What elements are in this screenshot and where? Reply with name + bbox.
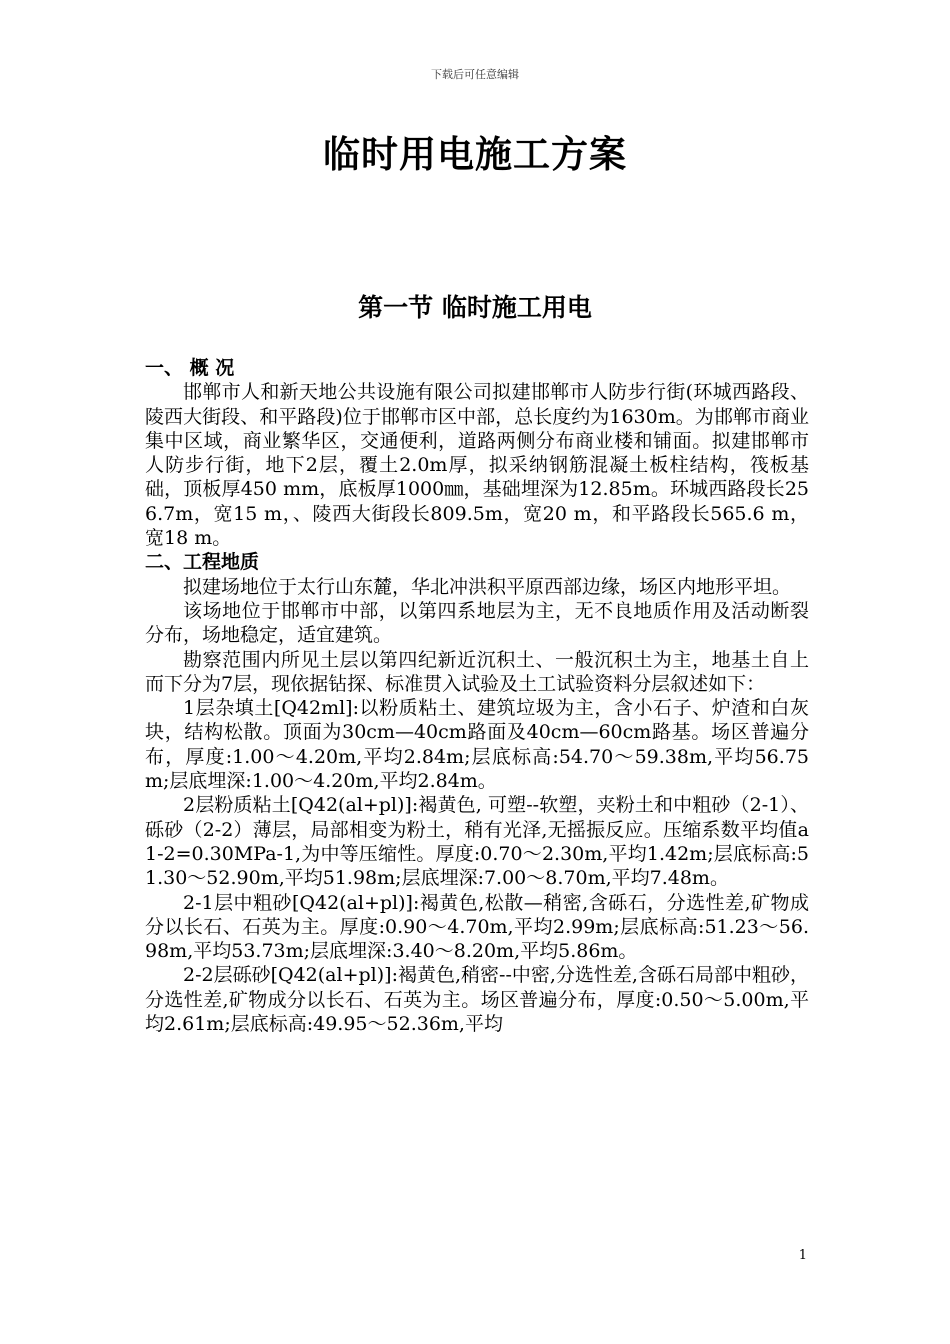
paragraph: 1层杂填土[Q42ml]:以粉质粘土、建筑垃圾为主，含小石子、炉渣和白灰块，结构松散。顶面为30cm—40cm路面及40cm—60cm路基。场区普遍分布，厚度:1.00～4.20m,平均2.84m;层底标高:54.70～59.38m,平均56.75m;层底埋深:1.00～4.20m,平均2.84m。: [145, 697, 809, 793]
page-number: 1: [798, 1248, 807, 1263]
paragraph: 2-2层砾砂[Q42(al+pl)]:褐黄色,稍密--中密,分选性差,含砾石局部中粗砂，分选性差,矿物成分以长石、石英为主。场区普遍分布，厚度:0.50～5.00m,平均2.61m;层底标高:49.95～52.36m,平均: [145, 964, 809, 1036]
paragraph: 邯郸市人和新天地公共设施有限公司拟建邯郸市人防步行街(环城西路段、陵西大街段、和平路段)位于邯郸市区中部，总长度约为1630m。为邯郸市商业集中区域，商业繁华区，交通便利，道路两侧分布商业楼和铺面。拟建邯郸市人防步行街，地下2层，覆土2.0m厚，拟采纳钢筋混凝土板柱结构，筏板基础，顶板厚450 mm，底板厚1000㎜，基础埋深为12.85m。环城西路段长256.7m，宽15 m，、陵西大街段长809.5m，宽20 m，和平路段长565.6 m，宽18 m。: [145, 381, 809, 550]
document-body: [145, 356, 809, 1036]
paragraph: 该场地位于邯郸市中部，以第四系地层为主，无不良地质作用及活动断裂分布，场地稳定，适宜建筑。: [145, 599, 809, 647]
paragraph: 拟建场地位于太行山东麓，华北冲洪积平原西部边缘，场区内地形平坦。: [183, 575, 792, 598]
paragraph: 勘察范围内所见土层以第四纪新近沉积土、一般沉积土为主，地基土自上而下分为7层，现依据钻探、标准贯入试验及土工试验资料分层叙述如下：: [145, 648, 809, 695]
section-title: 第一节 临时施工用电: [358, 293, 592, 322]
header-note: 下载后可任意编辑: [431, 68, 519, 81]
document-title: 临时用电施工方案: [323, 133, 627, 176]
paragraph: 2-1层中粗砂[Q42(al+pl)]:褐黄色,松散—稍密,含砾石，分选性差,矿物成分以长石、石英为主。厚度:0.90～4.70m,平均2.99m;层底标高:51.23～56.98m,平均53.73m;层底埋深:3.40～8.20m,平均5.86m。: [145, 891, 809, 963]
heading-overview: 一、 概 况: [145, 357, 235, 379]
paragraph: 2层粉质粘土[Q42(al+pl)]:褐黄色, 可塑--软塑，夹粉土和中粗砂（2-1）、砾砂（2-2）薄层，局部相变为粉土，稍有光泽,无摇振反应。压缩系数平均值a1-2=0.30MPa-1,为中等压缩性。厚度:0.70～2.30m,平均1.42m;层底标高:51.30～52.90m,平均51.98m;层底埋深:7.00～8.70m,平均7.48m。: [145, 794, 809, 890]
heading-geology: 二、工程地质: [145, 551, 260, 574]
